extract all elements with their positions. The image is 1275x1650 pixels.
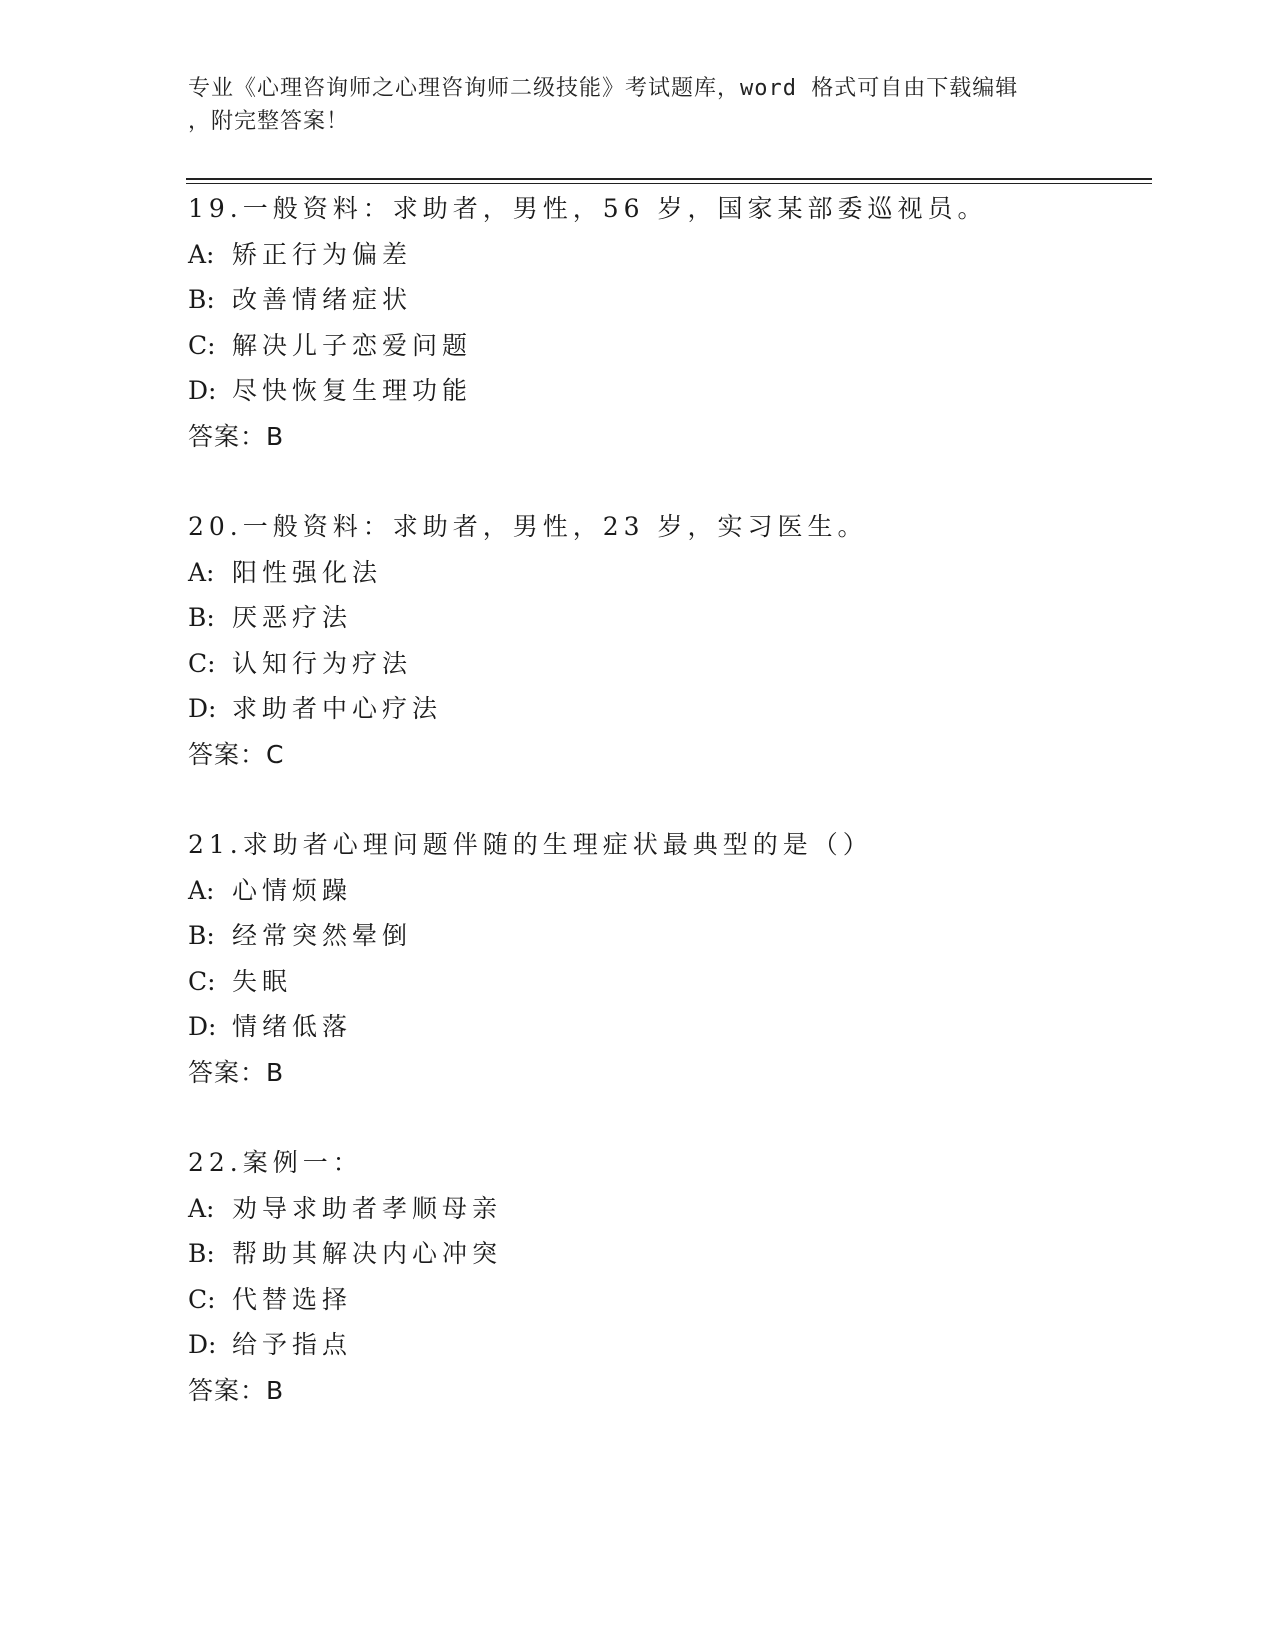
option-b — [188, 595, 1148, 641]
question-stem: 22.案例一： — [188, 1148, 363, 1177]
option-d — [188, 1322, 1148, 1368]
question-stem: 19.一般资料：求助者，男性，56 岁，国家某部委巡视员。 — [188, 194, 988, 223]
option-a — [188, 232, 1148, 278]
header-line-2: ，附完整答案！ — [188, 109, 350, 134]
option-c — [188, 1277, 1148, 1323]
header-line-1: 专业《心理咨询师之心理咨询师二级技能》考试题库，word 格式可自由下载编辑 — [188, 76, 1019, 101]
option-letter: D: — [188, 1330, 217, 1359]
option-letter: B: — [188, 285, 215, 314]
question-stem: 21.求助者心理问题伴随的生理症状最典型的是（） — [188, 830, 873, 859]
option-letter: C: — [188, 648, 216, 678]
option-letter: C: — [188, 966, 216, 996]
option-text: 经常突然晕倒 — [232, 921, 413, 950]
answer-line: 答案：B — [188, 1375, 285, 1405]
option-letter: A: — [188, 1193, 215, 1223]
option-letter: C: — [188, 330, 216, 360]
option-letter: A: — [188, 239, 215, 269]
option-c — [188, 323, 1148, 369]
option-text: 劝导求助者孝顺母亲 — [232, 1193, 503, 1223]
header-divider-thin — [186, 183, 1152, 184]
question-block-22 — [188, 1140, 1148, 1413]
option-text: 改善情绪症状 — [232, 285, 413, 314]
option-text: 阳性强化法 — [232, 557, 383, 587]
question-block-19 — [188, 186, 1148, 459]
option-letter: D: — [188, 376, 217, 405]
header-divider-thick — [186, 178, 1152, 180]
option-text: 求助者中心疗法 — [232, 694, 443, 723]
question-block-21 — [188, 822, 1148, 1095]
option-text: 给予指点 — [232, 1330, 353, 1359]
option-a — [188, 1186, 1148, 1232]
option-letter: D: — [188, 1012, 217, 1041]
option-letter: A: — [188, 875, 215, 905]
option-text: 失眠 — [232, 966, 293, 996]
option-d — [188, 1004, 1148, 1050]
option-b — [188, 913, 1148, 959]
option-text: 厌恶疗法 — [232, 603, 353, 632]
option-d — [188, 368, 1148, 414]
option-text: 情绪低落 — [232, 1012, 353, 1041]
option-letter: B: — [188, 921, 215, 950]
option-letter: B: — [188, 1239, 215, 1268]
option-letter: B: — [188, 603, 215, 632]
option-text: 尽快恢复生理功能 — [232, 376, 473, 405]
option-c — [188, 641, 1148, 687]
answer-line: 答案：C — [188, 739, 285, 769]
option-text: 认知行为疗法 — [232, 648, 413, 678]
option-letter: A: — [188, 557, 215, 587]
question-block-20 — [188, 504, 1148, 777]
answer-line: 答案：B — [188, 421, 285, 451]
option-text: 矫正行为偏差 — [232, 239, 413, 269]
option-letter: D: — [188, 694, 217, 723]
option-text: 代替选择 — [232, 1284, 353, 1314]
option-letter: C: — [188, 1284, 216, 1314]
option-c — [188, 959, 1148, 1005]
option-b — [188, 1231, 1148, 1277]
question-stem: 20.一般资料：求助者，男性，23 岁，实习医生。 — [188, 512, 868, 541]
option-a — [188, 868, 1148, 914]
answer-line: 答案：B — [188, 1057, 285, 1087]
option-d — [188, 686, 1148, 732]
option-text: 心情烦躁 — [232, 875, 353, 905]
option-b — [188, 277, 1148, 323]
option-text: 解决儿子恋爱问题 — [232, 330, 473, 360]
document-header — [188, 72, 1088, 138]
option-a — [188, 550, 1148, 596]
option-text: 帮助其解决内心冲突 — [232, 1239, 503, 1268]
